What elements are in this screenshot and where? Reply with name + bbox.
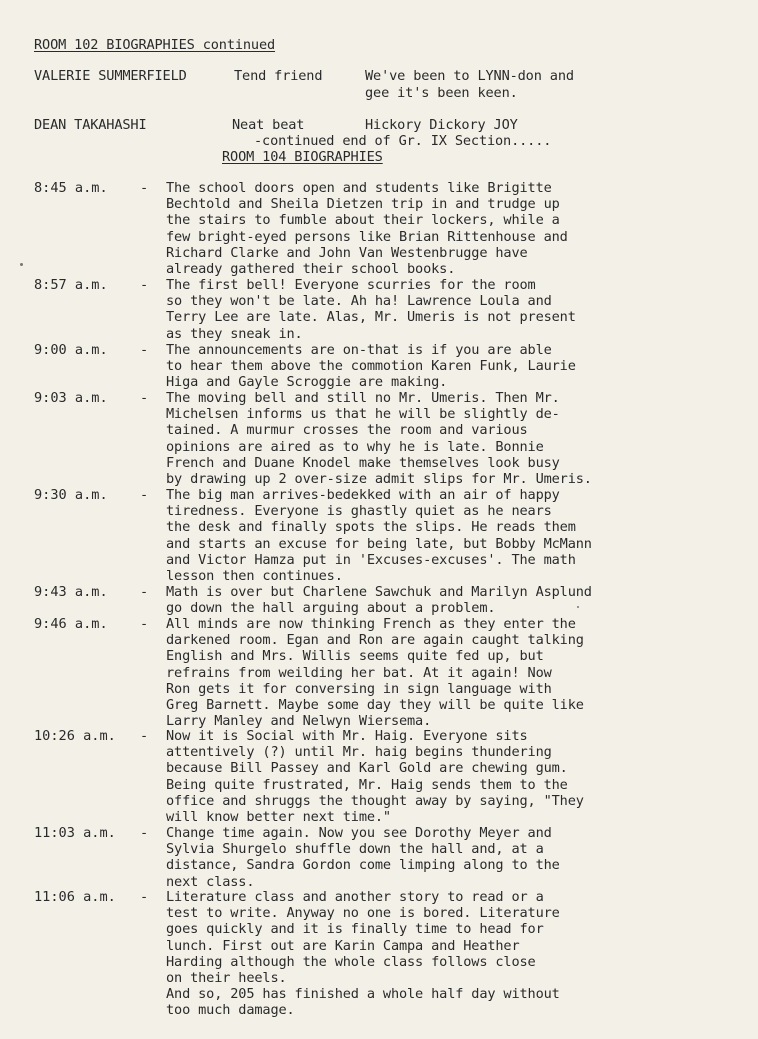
- entry-time: 9:43 a.m.: [34, 584, 108, 600]
- entry-line: Change time again. Now you see Dorothy Meyer and: [166, 825, 552, 841]
- bio-name: DEAN TAKAHASHI: [34, 117, 147, 133]
- entry-text: [166, 487, 726, 584]
- entry-line: to hear them above the commotion Karen Funk, Laurie: [166, 358, 576, 375]
- entry-line: lesson then continues.: [166, 568, 343, 585]
- entry-dash: -: [140, 584, 149, 600]
- entry-line: Bechtold and Sheila Dietzen trip in and trudge up: [166, 196, 560, 213]
- entry-text: [166, 180, 726, 277]
- entry-line: on their heels.: [166, 970, 287, 987]
- bio-name: VALERIE SUMMERFIELD: [34, 68, 187, 84]
- entry-dash: -: [140, 487, 149, 503]
- paper-speck: [577, 606, 579, 608]
- entry-dash: -: [140, 889, 149, 905]
- entry-line: office and shruggs the thought away by saying, "They: [166, 792, 584, 809]
- bio-quote-line: gee it's been keen.: [365, 85, 518, 101]
- entry-text: [166, 616, 726, 729]
- entry-time: 10:26 a.m.: [34, 728, 116, 744]
- entry-line: Now it is Social with Mr. Haig. Everyone sits: [166, 728, 528, 744]
- bio-quote-line: We've been to LYNN-don and: [365, 68, 574, 84]
- entry-dash: -: [140, 616, 149, 632]
- entry-line: tained. A murmur crosses the room and various: [166, 422, 528, 439]
- entry-dash: -: [140, 342, 149, 358]
- entry-line: Math is over but Charlene Sawchuk and Marilyn Asplund: [166, 584, 592, 600]
- entry-line: Michelsen informs us that he will be slightly de-: [166, 406, 560, 423]
- entry-dash: -: [140, 825, 149, 841]
- entry-line: tiredness. Everyone is ghastly quiet as he nears: [166, 503, 552, 520]
- entry-line: Literature class and another story to read or a: [166, 889, 544, 905]
- entry-line: test to write. Anyway no one is bored. Literature: [166, 905, 560, 922]
- entry-line: goes quickly and it is finally time to head for: [166, 921, 544, 938]
- entry-line: The announcements are on-that is if you are able: [166, 342, 552, 358]
- entry-line: already gathered their school books.: [166, 261, 456, 278]
- entry-time: 9:30 a.m.: [34, 487, 108, 503]
- entry-line: distance, Sandra Gordon come limping along to the: [166, 857, 560, 874]
- entry-line: Higa and Gayle Scroggie are making.: [166, 374, 448, 391]
- entry-time: 9:03 a.m.: [34, 390, 108, 406]
- section-end-note: -continued end of Gr. IX Section.....: [254, 133, 552, 149]
- entry-text: [166, 889, 726, 1019]
- entry-text: [166, 277, 726, 342]
- entry-line: Sylvia Shurgelo shuffle down the hall and, at a: [166, 841, 544, 858]
- entry-line: next class.: [166, 873, 255, 890]
- entry-line: The big man arrives-bedekked with an air of happy: [166, 487, 560, 503]
- entry-time: 8:45 a.m.: [34, 180, 108, 196]
- entry-line: The first bell! Everyone scurries for the room: [166, 277, 536, 293]
- entry-line: Terry Lee are late. Alas, Mr. Umeris is not present: [166, 309, 576, 326]
- entry-time: 11:06 a.m.: [34, 889, 116, 905]
- entry-time: 11:03 a.m.: [34, 825, 116, 841]
- bio-trait: Tend friend: [234, 68, 323, 84]
- entry-dash: -: [140, 728, 149, 744]
- bio-quote-line: Hickory Dickory JOY: [365, 117, 518, 133]
- entry-line: will know better next time.": [166, 809, 391, 826]
- entry-line: Ron gets it for conversing in sign language with: [166, 680, 552, 697]
- entry-line: so they won't be late. Ah ha! Lawrence Loula and: [166, 293, 552, 310]
- entry-line: The moving bell and still no Mr. Umeris. Then Mr.: [166, 390, 560, 406]
- entry-line: All minds are now thinking French as they enter the: [166, 616, 576, 632]
- entry-time: 9:46 a.m.: [34, 616, 108, 632]
- entry-line: Larry Manley and Nelwyn Wiersema.: [166, 713, 432, 730]
- entry-text: [166, 728, 726, 825]
- entry-line: and starts an excuse for being late, but Bobby McMann: [166, 535, 592, 552]
- entry-line: too much damage.: [166, 1002, 295, 1019]
- entry-line: Richard Clarke and John Van Westenbrugge have: [166, 244, 528, 261]
- entry-dash: -: [140, 390, 149, 406]
- entry-line: French and Duane Knodel make themselves look busy: [166, 454, 560, 471]
- entry-line: because Bill Passey and Karl Gold are chewing gum.: [166, 760, 568, 777]
- entry-line: few bright-eyed persons like Brian Rittenhouse and: [166, 228, 568, 245]
- entry-line: the desk and finally spots the slips. He reads them: [166, 519, 576, 536]
- entry-text: [166, 342, 726, 391]
- entry-line: opinions are aired as to why he is late. Bonnie: [166, 438, 544, 455]
- entry-line: refrains from weilding her bat. At it again! Now: [166, 664, 552, 681]
- entry-line: and Victor Hamza put in 'Excuses-excuses'. The math: [166, 551, 576, 568]
- entry-text: [166, 390, 726, 487]
- entry-line: Greg Barnett. Maybe some day they will be quite like: [166, 697, 584, 714]
- entry-text: [166, 825, 726, 890]
- entry-dash: -: [140, 180, 149, 196]
- entry-time: 8:57 a.m.: [34, 277, 108, 293]
- section-title: ROOM 104 BIOGRAPHIES: [222, 149, 383, 165]
- page-title: ROOM 102 BIOGRAPHIES continued: [34, 37, 276, 53]
- entry-line: attentively (?) until Mr. haig begins thundering: [166, 744, 552, 761]
- entry-line: Being quite frustrated, Mr. Haig sends them to the: [166, 776, 568, 793]
- entry-line: The school doors open and students like Brigitte: [166, 180, 552, 196]
- entry-line: go down the hall arguing about a problem.: [166, 600, 496, 617]
- entry-line: lunch. First out are Karin Campa and Heather: [166, 937, 520, 954]
- entry-line: English and Mrs. Willis seems quite fed up, but: [166, 648, 544, 665]
- entry-dash: -: [140, 277, 149, 293]
- bio-trait: Neat beat: [232, 117, 305, 133]
- entry-time: 9:00 a.m.: [34, 342, 108, 358]
- paper-speck: [20, 263, 23, 266]
- entry-text: [166, 584, 726, 616]
- entry-line: by drawing up 2 over-size admit slips for Mr. Umeris.: [166, 471, 592, 488]
- entry-line: Harding although the whole class follows close: [166, 953, 536, 970]
- entry-line: the stairs to fumble about their lockers, while a: [166, 212, 560, 229]
- entry-line: And so, 205 has finished a whole half day without: [166, 986, 560, 1003]
- entry-line: as they sneak in.: [166, 325, 303, 342]
- entry-line: darkened room. Egan and Ron are again caught talking: [166, 632, 584, 649]
